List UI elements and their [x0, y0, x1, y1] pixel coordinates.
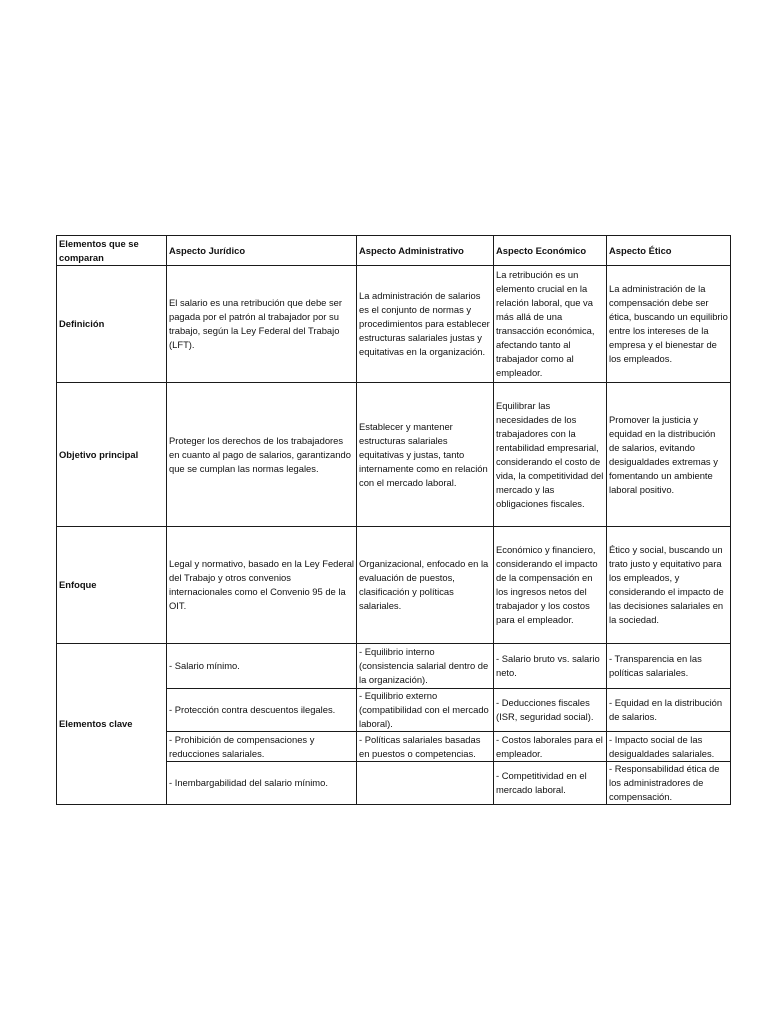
table-cell: - Protección contra descuentos ilegales.: [167, 689, 357, 732]
table-row: [57, 266, 731, 383]
comparison-table: [56, 235, 731, 805]
table-row: [57, 644, 731, 689]
header-cell: Elementos que se comparan: [57, 236, 167, 266]
table-cell: - Costos laborales para el empleador.: [494, 732, 607, 762]
table-cell: - Salario mínimo.: [167, 644, 357, 689]
table-cell: - Deducciones fiscales (ISR, seguridad social).: [494, 689, 607, 732]
table-cell: Equilibrar las necesidades de los trabajadores con la rentabilidad empresarial, considerando el costo de vida, la competitividad del mercado y las obligaciones fiscales.: [494, 383, 607, 527]
table-cell: La administración de la compensación debe ser ética, buscando un equilibrio entre los intereses de la empresa y el bienestar de los empleados.: [607, 266, 731, 383]
table-cell: - Competitividad en el mercado laboral.: [494, 762, 607, 805]
table-cell: Establecer y mantener estructuras salariales equitativas y justas, tanto internamente como en relación con el mercado laboral.: [357, 383, 494, 527]
table-row: [57, 383, 731, 527]
table-cell: Organizacional, enfocado en la evaluación de puestos, clasificación y políticas salariales.: [357, 527, 494, 644]
table-cell: - Políticas salariales basadas en puestos o competencias.: [357, 732, 494, 762]
table-cell: Promover la justicia y equidad en la distribución de salarios, evitando desigualdades extremas y fomentando un ambiente laboral positivo.: [607, 383, 731, 527]
header-cell: Aspecto Ético: [607, 236, 731, 266]
table-cell: - Equidad en la distribución de salarios.: [607, 689, 731, 732]
table-cell: Proteger los derechos de los trabajadores en cuanto al pago de salarios, garantizando que se cumplan las normas legales.: [167, 383, 357, 527]
row-label: Elementos clave: [57, 644, 167, 805]
table-cell: - Impacto social de las desigualdades salariales.: [607, 732, 731, 762]
table-cell: - Transparencia en las políticas salariales.: [607, 644, 731, 689]
table-cell: - Prohibición de compensaciones y reducciones salariales.: [167, 732, 357, 762]
table-cell: - Responsabilidad ética de los administradores de compensación.: [607, 762, 731, 805]
table-cell: - Equilibrio externo (compatibilidad con el mercado laboral).: [357, 689, 494, 732]
table-cell: [357, 762, 494, 805]
header-cell: Aspecto Económico: [494, 236, 607, 266]
table-cell: Ético y social, buscando un trato justo y equitativo para los empleados, y considerando el impacto de las decisiones salariales en la sociedad.: [607, 527, 731, 644]
table-row: [57, 527, 731, 644]
table-cell: Legal y normativo, basado en la Ley Federal del Trabajo y otros convenios internacionales como el Convenio 95 de la OIT.: [167, 527, 357, 644]
row-label: Enfoque: [57, 527, 167, 644]
row-label: Objetivo principal: [57, 383, 167, 527]
table-cell: La retribución es un elemento crucial en la relación laboral, que va más allá de una transacción económica, afectando tanto al trabajador como al empleador.: [494, 266, 607, 383]
table-cell: - Inembargabilidad del salario mínimo.: [167, 762, 357, 805]
header-cell: Aspecto Administrativo: [357, 236, 494, 266]
table-cell: - Salario bruto vs. salario neto.: [494, 644, 607, 689]
table-cell: - Equilibrio interno (consistencia salarial dentro de la organización).: [357, 644, 494, 689]
row-label: Definición: [57, 266, 167, 383]
table-header-row: [57, 236, 731, 266]
header-cell: Aspecto Jurídico: [167, 236, 357, 266]
table-cell: Económico y financiero, considerando el impacto de la compensación en los ingresos netos del trabajador y los costos para el empleador.: [494, 527, 607, 644]
table-cell: El salario es una retribución que debe ser pagada por el patrón al trabajador por su trabajo, según la Ley Federal del Trabajo (LFT).: [167, 266, 357, 383]
table-cell: La administración de salarios es el conjunto de normas y procedimientos para establecer estructuras salariales justas y equitativas en la organización.: [357, 266, 494, 383]
